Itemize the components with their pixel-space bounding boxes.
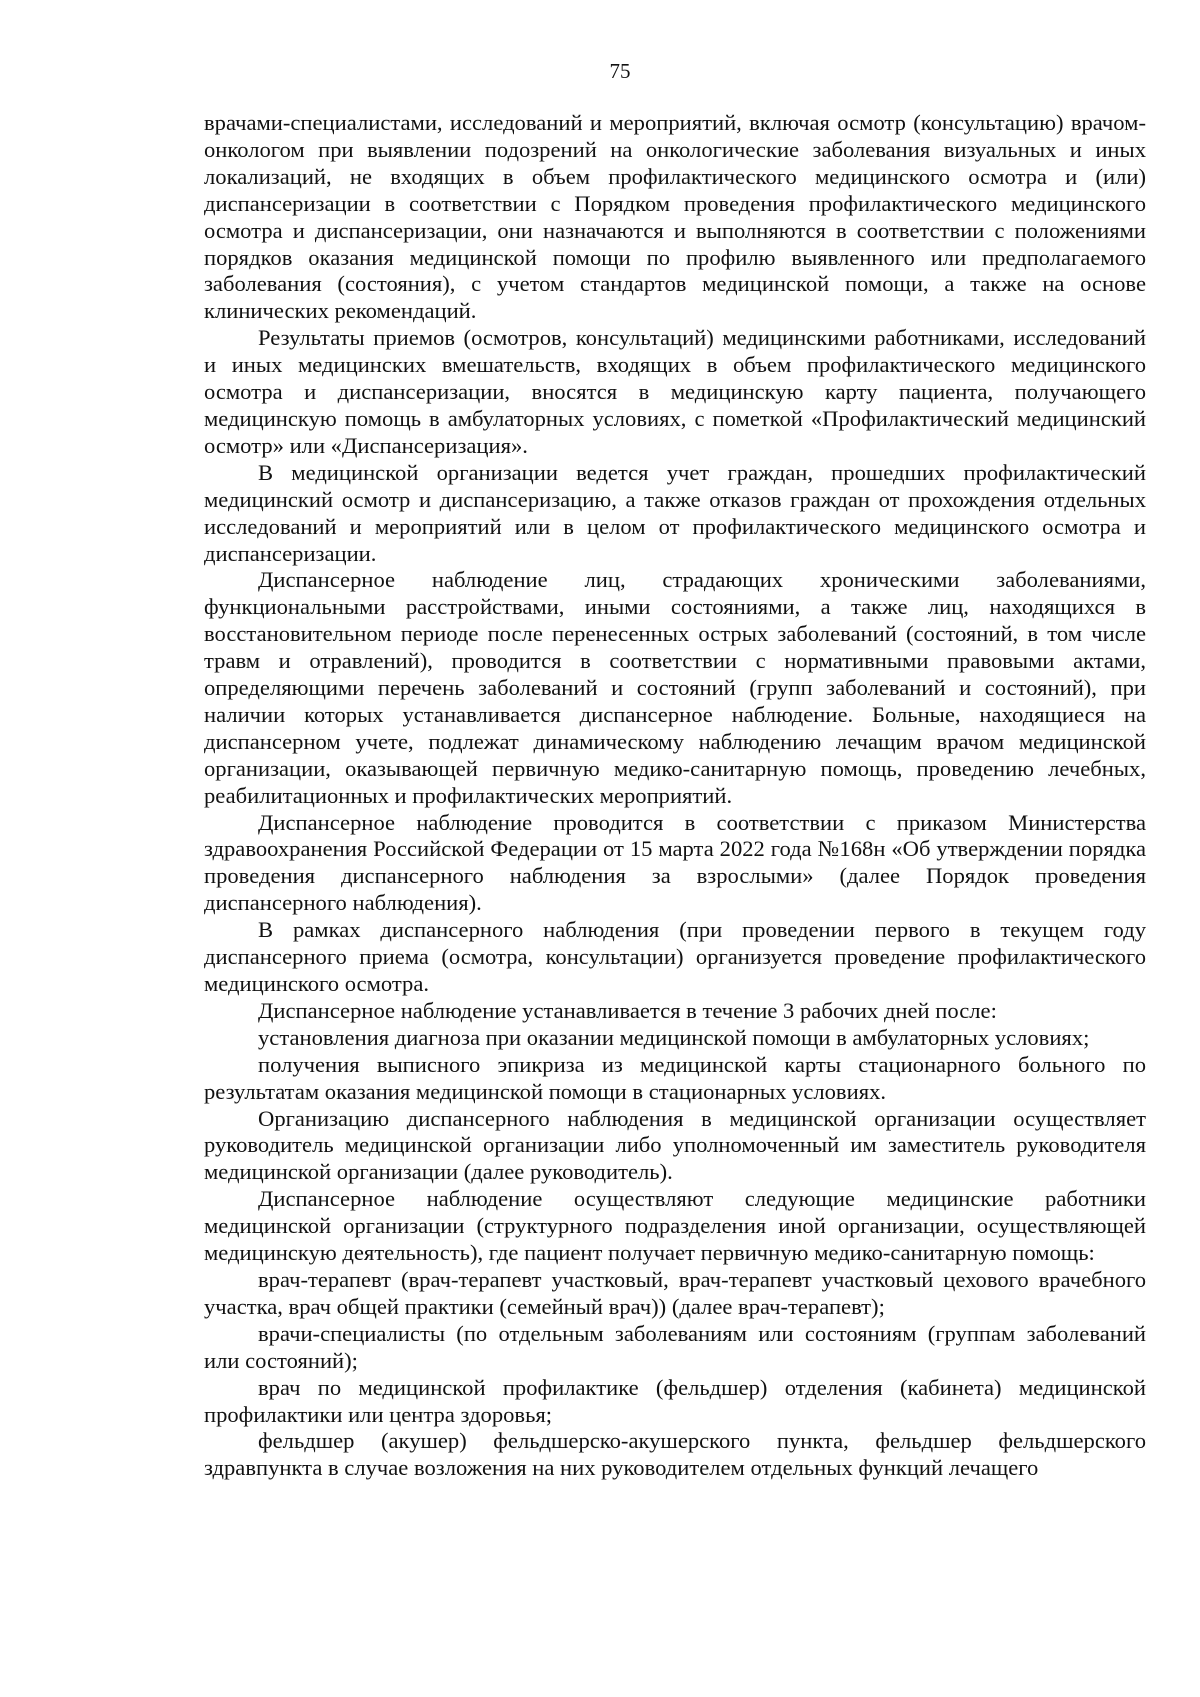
paragraph: установления диагноза при оказании медицинской помощи в амбулаторных условиях; xyxy=(258,1024,1090,1050)
paragraph: Результаты приемов (осмотров, консультаций) медицинскими работниками, исследований и иных медицинских вмешательств, входящих в объем профилактического медицинского осмотра и диспансеризации, вносятся в медицинскую карту пациента, получающего медицинскую помощь в амбулаторных условиях, с пометкой «Профилактический медицинский осмотр» или «Диспансеризация». xyxy=(204,325,1146,458)
document-body xyxy=(204,110,1146,1482)
paragraph: Диспансерное наблюдение устанавливается в течение 3 рабочих дней после: xyxy=(258,997,997,1023)
paragraph: фельдшер (акушер) фельдшерско-акушерского пункта, фельдшер фельдшерского здравпункта в случае возложения на них руководителем отдельных функций лечащего xyxy=(204,1428,1146,1481)
paragraph: В медицинской организации ведется учет граждан, прошедших профилактический медицинский осмотр и диспансеризацию, а также отказов граждан от прохождения отдельных исследований и мероприятий или в целом от профилактического медицинского осмотра и диспансеризации. xyxy=(204,459,1146,566)
page-number: 75 xyxy=(609,59,631,83)
paragraph: Диспансерное наблюдение осуществляют следующие медицинские работники медицинской организации (структурного подразделения иной организации, осуществляющей медицинскую деятельность), где пациент получает первичную медико-санитарную помощь: xyxy=(204,1186,1146,1266)
paragraph: врачами-специалистами, исследований и мероприятий, включая осмотр (консультацию) врачом-онкологом при выявлении подозрений на онкологические заболевания визуальных и иных локализаций, не входящих в объем профилактического медицинского осмотра и (или) диспансеризации в соответствии с Порядком проведения профилактического медицинского осмотра и диспансеризации, они назначаются и выполняются в соответствии с положениями порядков оказания медицинской помощи по профилю выявленного или предполагаемого заболевания (состояния), с учетом стандартов медицинской помощи, а также на основе клинических рекомендаций. xyxy=(204,110,1146,324)
paragraph: Диспансерное наблюдение проводится в соответствии с приказом Министерства здравоохранения Российской Федерации от 15 марта 2022 года №168н «Об утверждении порядка проведения диспансерного наблюдения за взрослыми» (далее Порядок проведения диспансерного наблюдения). xyxy=(204,809,1146,916)
paragraph: врачи-специалисты (по отдельным заболеваниям или состояниям (группам заболеваний или состояний); xyxy=(204,1320,1146,1373)
paragraph: получения выписного эпикриза из медицинской карты стационарного больного по результатам оказания медицинской помощи в стационарных условиях. xyxy=(204,1051,1146,1104)
paragraph: врач по медицинской профилактике (фельдшер) отделения (кабинета) медицинской профилактики или центра здоровья; xyxy=(204,1374,1146,1427)
paragraph: Диспансерное наблюдение лиц, страдающих хроническими заболеваниями, функциональными расстройствами, иными состояниями, а также лиц, находящихся в восстановительном периоде после перенесенных острых заболеваний (состояний, в том числе травм и отравлений), проводится в соответствии с нормативными правовыми актами, определяющими перечень заболеваний и состояний (групп заболеваний и состояний), при наличии которых устанавливается диспансерное наблюдение. Больные, находящиеся на диспансерном учете, подлежат динамическому наблюдению лечащим врачом медицинской организации, оказывающей первичную медико-санитарную помощь, проведению лечебных, реабилитационных и профилактических мероприятий. xyxy=(204,567,1146,808)
paragraph: Организацию диспансерного наблюдения в медицинской организации осуществляет руководитель медицинской организации либо уполномоченный им заместитель руководителя медицинской организации (далее руководитель). xyxy=(204,1105,1146,1185)
paragraph: В рамках диспансерного наблюдения (при проведении первого в текущем году диспансерного приема (осмотра, консультации) организуется проведение профилактического медицинского осмотра. xyxy=(204,917,1146,996)
paragraph: врач-терапевт (врач-терапевт участковый, врач-терапевт участковый цехового врачебного участка, врач общей практики (семейный врач)) (далее врач-терапевт); xyxy=(204,1266,1146,1319)
